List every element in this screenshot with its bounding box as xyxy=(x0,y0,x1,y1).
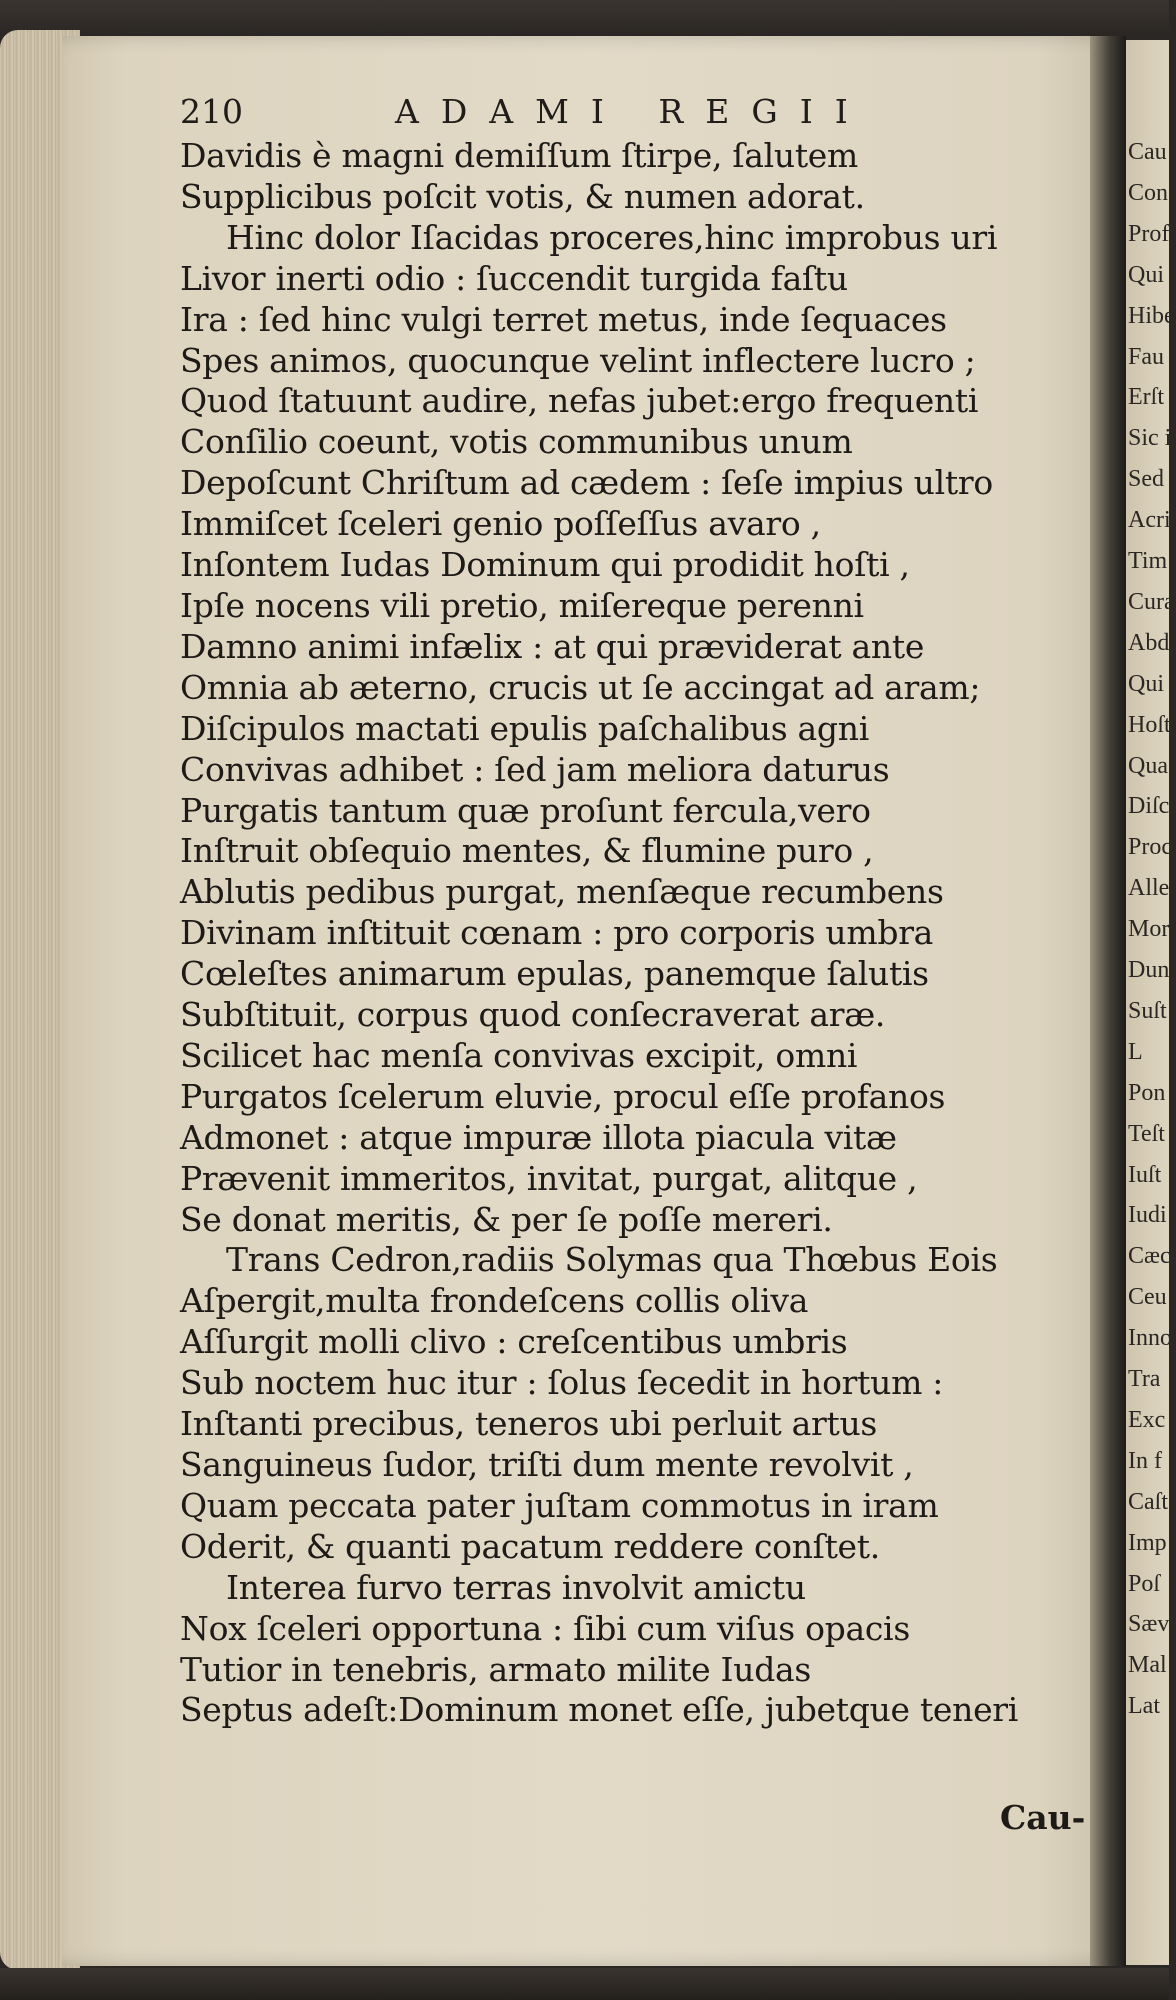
verse-line: Spes animos, quocunque velint inflectere lucro ; xyxy=(180,340,976,380)
facing-page-fragment: Sæv xyxy=(1128,1611,1170,1638)
verse-line: Subſtituit, corpus quod conſecraverat aræ. xyxy=(180,995,886,1035)
facing-page-fragment: Teſt xyxy=(1128,1120,1165,1147)
facing-page-fragment: Suſt xyxy=(1128,997,1167,1024)
verse-line: Oderit, & quanti pacatum reddere conſtet. xyxy=(180,1526,880,1566)
verse-line: Sanguineus ſudor, triſti dum mente revolvit , xyxy=(180,1445,914,1484)
verse-line: Hinc dolor Iſacidas proceres,hinc improbus uri xyxy=(226,217,998,257)
facing-page-fragment: L xyxy=(1128,1038,1143,1065)
verse-line: Ira : ſed hinc vulgi terret metus, inde ſequaces xyxy=(180,299,947,339)
facing-page-fragment: Iudi xyxy=(1128,1202,1167,1229)
verse-line: Inſontem Iudas Dominum qui prodidit hoſti , xyxy=(180,545,910,585)
verse-line: Quam peccata pater juſtam commotus in iram xyxy=(180,1485,939,1525)
facing-page-fragment: Proc xyxy=(1128,834,1172,861)
verse-line: Septus adeſt:Dominum monet eſſe, jubetque teneri xyxy=(180,1690,1019,1730)
verse-line: Supplicibus poſcit votis, & numen adorat. xyxy=(180,176,865,216)
book-gutter xyxy=(1090,36,1126,1966)
facing-page-fragment: Lat xyxy=(1128,1693,1160,1720)
facing-page-fragment: Pon xyxy=(1128,1079,1166,1106)
facing-page-fragment: Inno xyxy=(1128,1325,1172,1352)
verse-line: Livor inerti odio : ſuccendit turgida faſtu xyxy=(180,258,848,298)
verse-line: Inſtanti precibus, teneros ubi perluit artus xyxy=(180,1404,878,1444)
facing-page-fragment: Qui xyxy=(1128,670,1164,697)
facing-page-fragment: Acri xyxy=(1128,507,1171,534)
verse-line: Davidis è magni demiſſum ſtirpe, ſalutem xyxy=(180,136,859,175)
verse-line: Prævenit immeritos, invitat, purgat, alitque , xyxy=(180,1158,918,1198)
facing-page-fragment: Abdi xyxy=(1128,629,1176,656)
running-head: ADAMI REGII xyxy=(395,92,870,131)
verse-line: Tutior in tenebris, armato milite Iudas xyxy=(180,1649,812,1689)
verse-line: Inſtruit obſequio mentes, & flumine puro , xyxy=(180,831,874,871)
page-header xyxy=(180,92,1090,134)
facing-page-fragment: Tim xyxy=(1128,548,1168,574)
verse-line: Quod ſtatuunt audire, nefas jubet:ergo frequenti xyxy=(180,381,979,421)
facing-page-fragment: Caſt xyxy=(1128,1488,1168,1515)
facing-page-fragment: In f xyxy=(1128,1447,1162,1474)
verse-line: Aſpergit,multa frondeſcens collis oliva xyxy=(180,1281,809,1321)
verse-line: Diſcipulos mactati epulis paſchalibus agni xyxy=(180,708,869,748)
verse-line: Omnia ab æterno, crucis ut ſe accingat ad aram; xyxy=(180,667,981,707)
facing-page-fragment: Imp xyxy=(1128,1529,1167,1556)
facing-page-fragment: Con xyxy=(1128,179,1169,206)
facing-page xyxy=(1126,40,1176,1965)
facing-page-fragment: Poſ xyxy=(1128,1570,1161,1597)
verse-line: Ablutis pedibus purgat, menſæque recumbens xyxy=(180,872,944,912)
verse-line: Divinam inſtituit cœnam : pro corporis umbra xyxy=(180,913,934,953)
verse-line: Purgatos ſcelerum eluvie, procul eſſe profanos xyxy=(180,1076,946,1116)
verse-line: Immiſcet ſceleri genio poſſeſſus avaro , xyxy=(180,504,821,544)
facing-page-fragment: Mor xyxy=(1128,916,1170,943)
background-bottom xyxy=(0,1968,1169,2000)
facing-page-fragment: Diſc xyxy=(1128,793,1170,820)
facing-page-fragment: Exc xyxy=(1128,1406,1166,1433)
verse-line: Ipſe nocens vili pretio, miſereque perenni xyxy=(180,585,864,625)
facing-page-fragment: Hibe xyxy=(1128,302,1175,329)
facing-page-fragment: Prof xyxy=(1128,220,1170,247)
facing-page-fragment: Alle xyxy=(1128,875,1170,902)
facing-page-fragment: Sic i xyxy=(1128,425,1172,452)
poem-text xyxy=(180,136,1092,1731)
facing-page-fragment: Fau xyxy=(1128,343,1164,370)
verse-line: Sub noctem huc itur : ſolus ſecedit in hortum : xyxy=(180,1363,944,1403)
verse-line: Trans Cedron,radiis Solymas qua Thœbus Eois xyxy=(226,1240,998,1280)
verse-line: Conſilio coeunt, votis communibus unum xyxy=(180,422,853,462)
facing-page-fragment: Cau xyxy=(1128,139,1167,165)
facing-page-fragment: Qui xyxy=(1128,261,1164,288)
facing-page-fragment: Erſt xyxy=(1128,384,1164,411)
verse-line: Nox ſceleri opportuna : ſibi cum viſus opacis xyxy=(180,1608,910,1648)
verse-line: Convivas adhibet : ſed jam meliora daturus xyxy=(180,749,890,789)
facing-page-fragment: Hoſt xyxy=(1128,711,1171,738)
verse-line: Cœleſtes animarum epulas, panemque ſalutis xyxy=(180,954,929,994)
facing-page-fragment: Ceu xyxy=(1128,1284,1167,1311)
facing-page-fragment: Iuſt xyxy=(1128,1161,1162,1188)
verse-line: Depoſcunt Chriſtum ad cædem : ſeſe impius ultro xyxy=(180,463,993,503)
verse-line: Aſſurgit molli clivo : creſcentibus umbris xyxy=(180,1322,848,1362)
facing-page-fragment: Cæc xyxy=(1128,1243,1171,1270)
verse-line: Se donat meritis, & per ſe poſſe mereri. xyxy=(180,1199,833,1239)
facing-page-fragment: Mal xyxy=(1128,1652,1167,1679)
verse-line: Admonet : atque impuræ illota piacula vitæ xyxy=(180,1117,897,1157)
facing-page-fragment: Cura xyxy=(1128,588,1175,615)
facing-page-fragment: Tra xyxy=(1128,1366,1161,1392)
verse-line: Damno animi infælix : at qui præviderat ante xyxy=(180,626,925,666)
facing-page-fragment: Qua xyxy=(1128,752,1168,779)
verse-line: Interea furvo terras involvit amictu xyxy=(226,1567,806,1607)
facing-page-fragment: Sed xyxy=(1128,466,1164,493)
page-number: 210 xyxy=(180,92,243,131)
verse-line: Scilicet hac menſa convivas excipit, omni xyxy=(180,1035,858,1075)
background-top xyxy=(0,0,1169,36)
catchword: Cau- xyxy=(1000,1798,1086,1837)
facing-page-fragment: Dun xyxy=(1128,957,1170,983)
verse-line: Purgatis tantum quæ proſunt fercula,vero xyxy=(180,790,871,830)
